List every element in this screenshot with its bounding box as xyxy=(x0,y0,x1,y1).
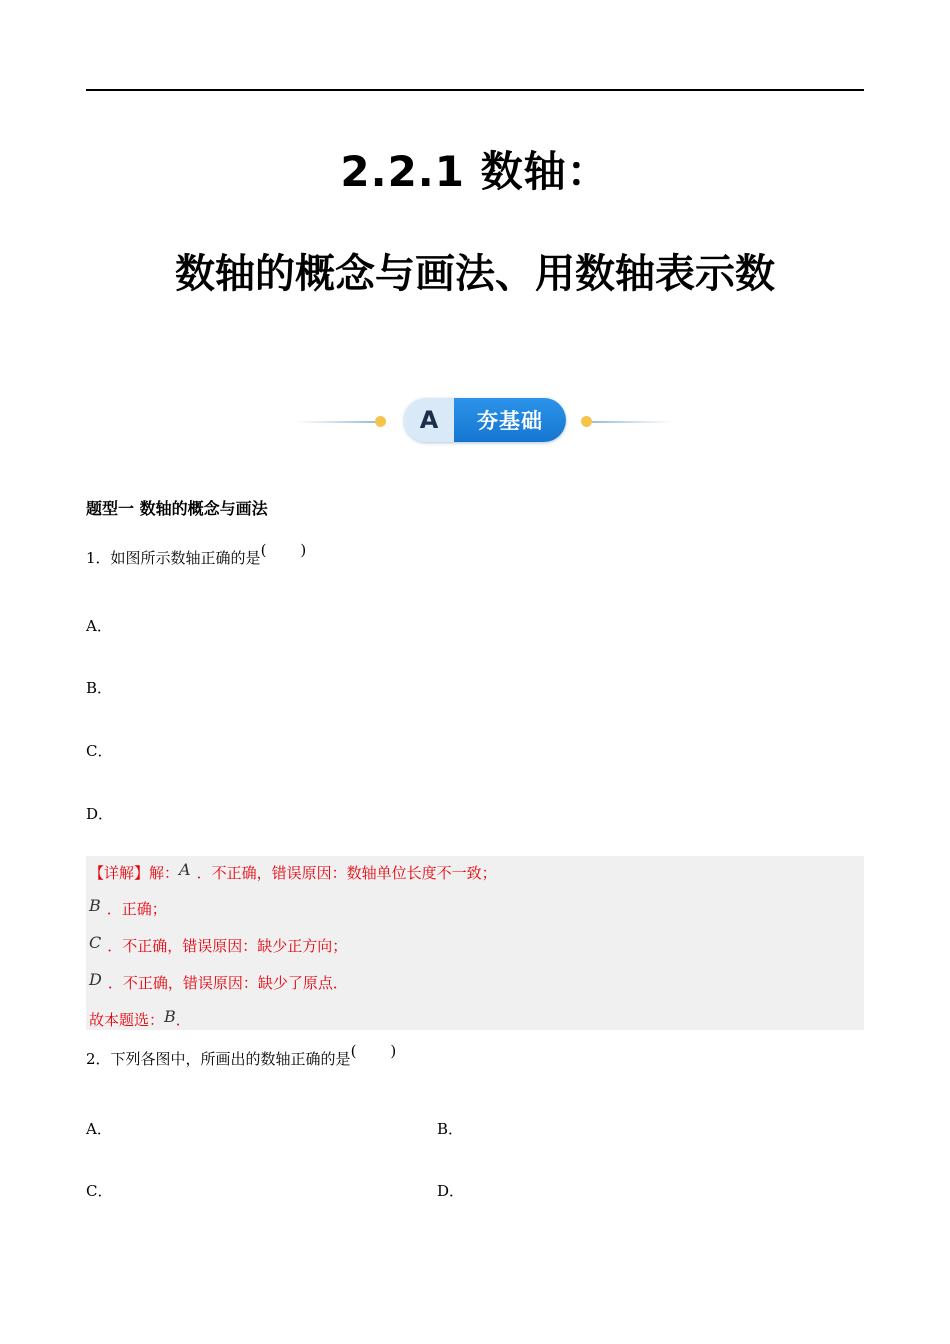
page-subtitle: 数轴的概念与画法、用数轴表示数 xyxy=(175,251,775,297)
answer-var-a: A xyxy=(179,860,191,879)
page-title: 2.2.1 数轴： xyxy=(340,147,610,196)
q2-option-b: B． xyxy=(437,1120,464,1138)
question-number: 2． xyxy=(86,1050,111,1068)
section-badge xyxy=(404,398,566,442)
question-text: 如图所示数轴正确的是 xyxy=(110,549,261,567)
answer-text-c: ．不正确，错误原因：缺少正方向； xyxy=(107,937,348,955)
question-1 xyxy=(86,541,307,569)
answer-text-d: ．不正确，错误原因：缺少了原点． xyxy=(107,974,348,992)
conclusion-suffix: ． xyxy=(175,1011,191,1029)
q1-option-a: A． xyxy=(86,617,112,635)
q2-option-c: C． xyxy=(86,1182,113,1200)
answer-line-1 xyxy=(89,860,497,883)
answer-text-b: ．正确； xyxy=(106,900,167,918)
answer-paren-open: ( xyxy=(260,541,267,559)
q1-option-d: D． xyxy=(86,805,114,823)
answer-paren-open: ( xyxy=(350,1042,357,1060)
q1-option-c: C． xyxy=(86,742,113,760)
badge-line-right xyxy=(592,421,672,423)
answer-tag: 【详解】 xyxy=(89,864,150,882)
section-heading: 题型一 数轴的概念与画法 xyxy=(86,499,268,518)
conclusion-prefix: 故本题选： xyxy=(89,1011,165,1029)
badge-dot-right xyxy=(581,416,592,427)
badge-label: 夯基础 xyxy=(454,398,566,442)
q1-option-b: B． xyxy=(86,679,113,697)
answer-paren-close: ) xyxy=(390,1042,397,1060)
answer-line-3 xyxy=(89,933,348,956)
answer-line-2 xyxy=(89,896,167,919)
badge-dot-left xyxy=(375,416,386,427)
answer-var-c: C xyxy=(89,933,102,952)
answer-text-a: ．不正确，错误原因：数轴单位长度不一致； xyxy=(196,864,497,882)
q2-option-d: D． xyxy=(437,1182,465,1200)
conclusion-var: B xyxy=(164,1007,176,1026)
question-text: 下列各图中，所画出的数轴正确的是 xyxy=(110,1050,351,1068)
answer-var-d: D xyxy=(89,970,102,989)
answer-line-4 xyxy=(89,970,348,993)
q2-option-a: A． xyxy=(86,1120,112,1138)
answer-var-b: B xyxy=(89,896,101,915)
top-rule xyxy=(86,89,864,91)
answer-conclusion xyxy=(89,1007,191,1030)
question-2 xyxy=(86,1042,397,1070)
answer-intro: 解： xyxy=(149,864,180,882)
question-number: 1． xyxy=(86,549,111,567)
badge-letter: A xyxy=(404,398,454,442)
badge-line-left xyxy=(296,421,376,423)
answer-explanation xyxy=(86,856,864,1030)
answer-paren-close: ) xyxy=(300,541,307,559)
